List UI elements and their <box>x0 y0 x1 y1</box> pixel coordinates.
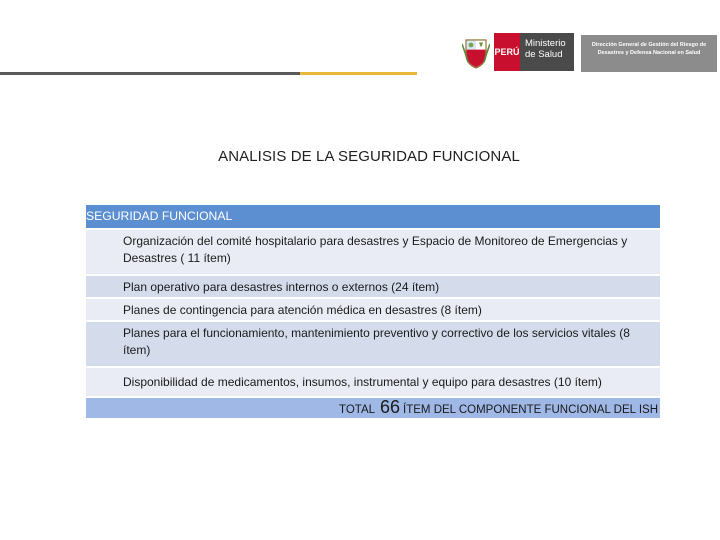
logo-peru-label: PERÚ <box>494 33 520 71</box>
logo-ministry-label <box>520 33 574 71</box>
direction-box: Dirección General de Gestión del Riesgo de Desastres y Defensa Nacional en Salud <box>581 35 717 72</box>
coat-of-arms-icon <box>462 34 490 70</box>
header-rule-dark <box>0 72 300 75</box>
logo-ministry-line2: de Salud <box>525 49 563 60</box>
total-label: TOTAL <box>339 404 376 416</box>
page-title: ANALISIS DE LA SEGURIDAD FUNCIONAL <box>218 148 520 165</box>
functional-safety-table <box>86 205 660 418</box>
table-row: Disponibilidad de medicamentos, insumos, instrumental y equipo para desastres (10 ítem) <box>86 366 660 396</box>
total-value: 66 <box>380 397 401 417</box>
table-header: SEGURIDAD FUNCIONAL <box>86 205 660 228</box>
total-suffix: ÍTEM DEL COMPONENTE FUNCIONAL DEL ISH <box>403 404 658 416</box>
header-rule-gold <box>300 72 417 75</box>
logo-ministry-line1: Ministerio <box>525 38 566 49</box>
table-row: Planes para el funcionamiento, mantenimiento preventivo y correctivo de los servicios vitales (8 ítem) <box>86 320 660 366</box>
ministry-logo <box>462 32 578 72</box>
table-row: Organización del comité hospitalario para desastres y Espacio de Monitoreo de Emergencias y Desastres ( 11 ítem) <box>86 228 660 274</box>
table-row: Plan operativo para desastres internos o externos (24 ítem) <box>86 274 660 297</box>
table-row: Planes de contingencia para atención médica en desastres (8 ítem) <box>86 297 660 320</box>
total-row <box>86 396 660 418</box>
